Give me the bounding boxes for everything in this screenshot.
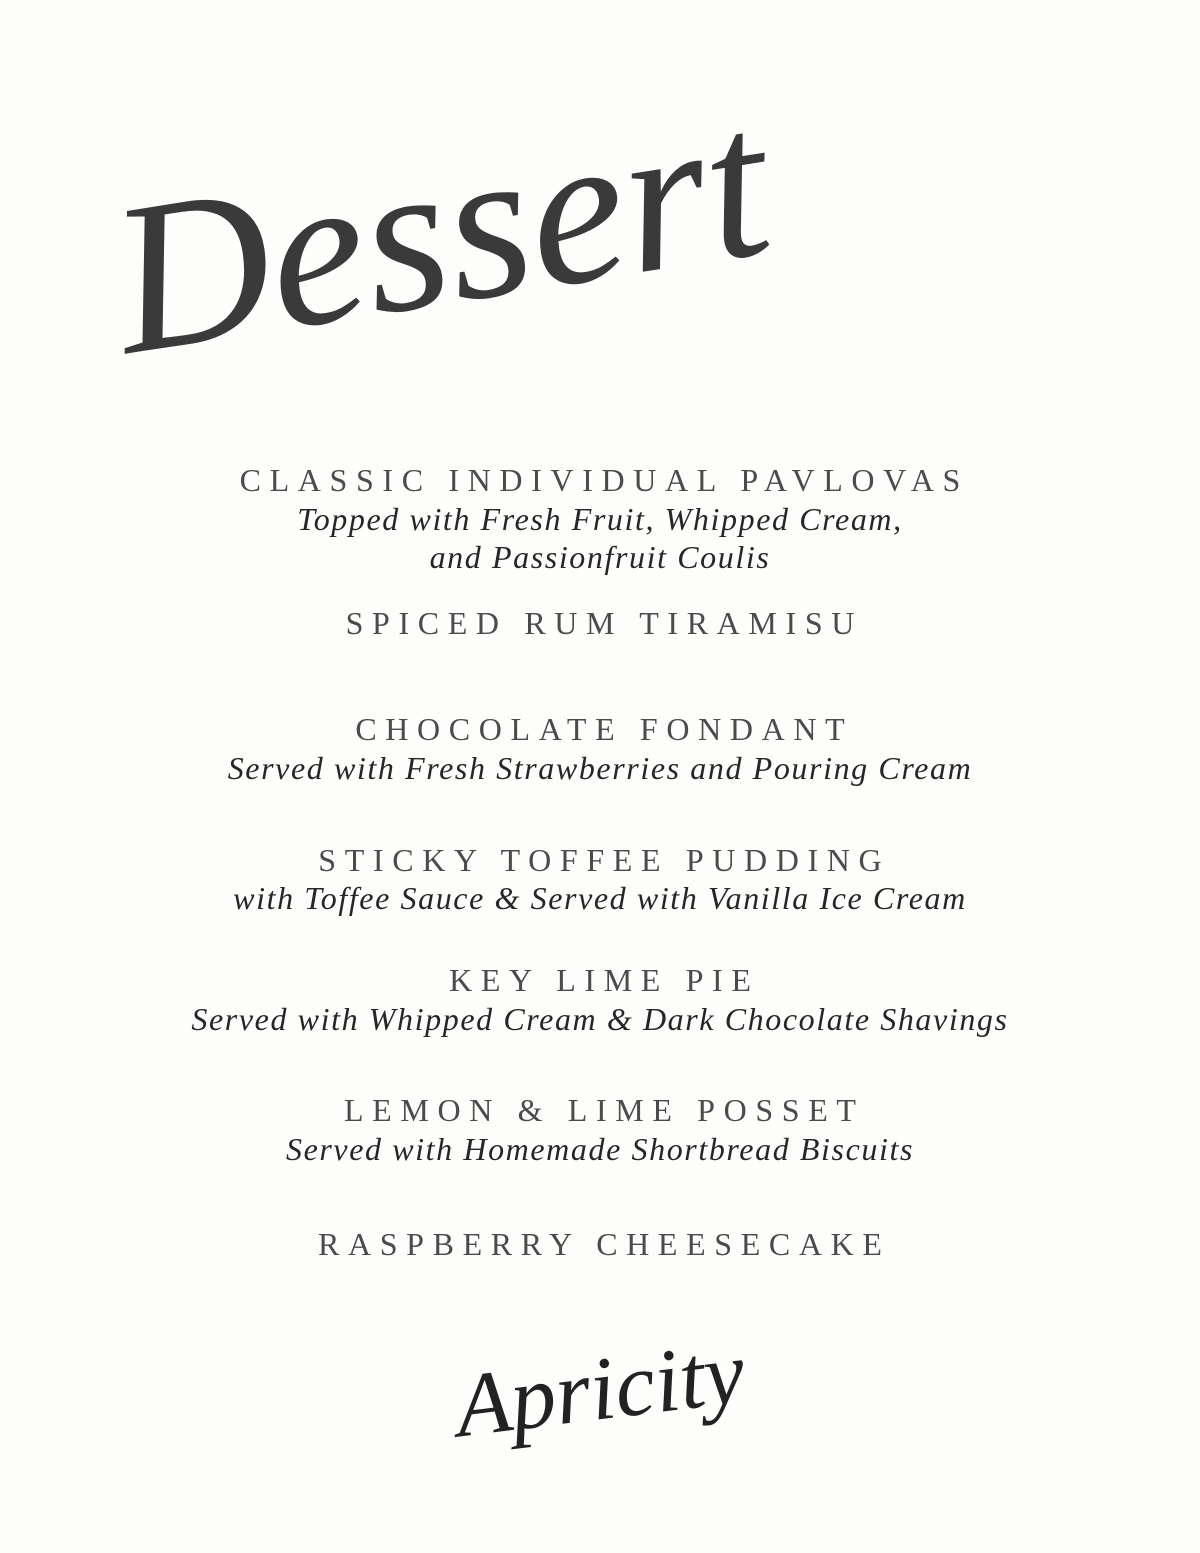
menu-item-description: and Passionfruit Coulis: [429, 538, 771, 575]
menu-list: [0, 462, 1200, 1265]
menu-item-description: Topped with Fresh Fruit, Whipped Cream,: [297, 500, 903, 537]
menu-item: [0, 711, 1200, 788]
menu-item-name: CHOCOLATE FONDANT: [355, 711, 854, 748]
menu-item: [0, 462, 1200, 576]
brand-signature-block: [450, 1322, 750, 1457]
brand-name: Apricity: [450, 1322, 750, 1457]
menu-item-name: STICKY TOFFEE PUDDING: [318, 841, 891, 878]
menu-item-name: RASPBERRY CHEESECAKE: [318, 1226, 891, 1263]
menu-item-description: Served with Homemade Shortbread Biscuits: [285, 1130, 915, 1167]
menu-item-description: Served with Whipped Cream & Dark Chocolate Shavings: [191, 1000, 1009, 1037]
menu-item: [0, 962, 1200, 1039]
menu-title: Dessert: [96, 60, 784, 400]
menu-item: [0, 605, 1200, 642]
menu-item: [0, 1092, 1200, 1169]
menu-item-name: CLASSIC INDIVIDUAL PAVLOVAS: [239, 462, 969, 498]
menu-item-name: LEMON & LIME POSSET: [344, 1091, 865, 1128]
menu-item-description: with Toffee Sauce & Served with Vanilla Ice Cream: [233, 880, 967, 917]
menu-item-name: KEY LIME PIE: [449, 962, 760, 999]
menu-item-description: Served with Fresh Strawberries and Pouring Cream: [227, 749, 973, 786]
menu-item-name: SPICED RUM TIRAMISU: [345, 605, 864, 642]
menu-title-block: [33, 0, 846, 487]
menu-item: [0, 842, 1200, 919]
menu-item: [0, 1226, 1200, 1263]
